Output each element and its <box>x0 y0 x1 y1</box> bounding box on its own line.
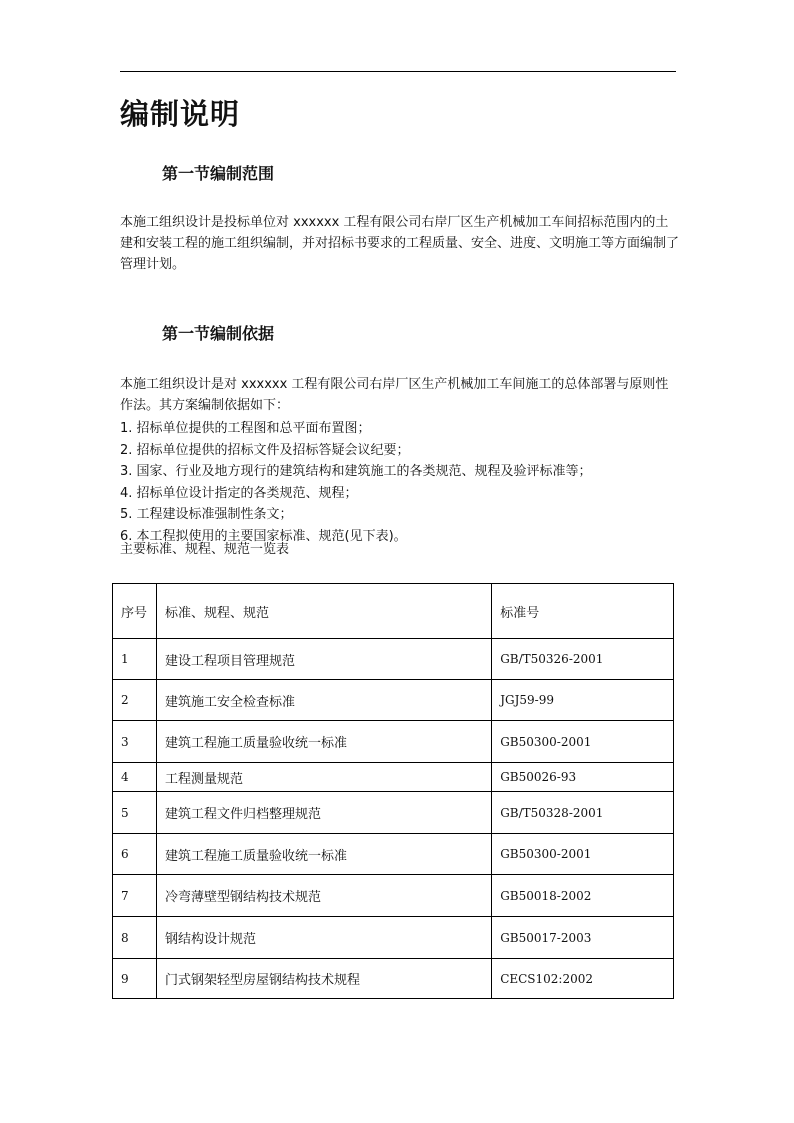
list-item: 5. 工程建设标准强制性条文； <box>120 507 293 522</box>
table-row <box>113 639 674 680</box>
table-caption: 主要标准、规程、规范一览表 <box>120 542 290 557</box>
row-standard-code: CECS102:2002 <box>492 959 674 999</box>
list-item: 4. 招标单位设计指定的各类规范、规程； <box>120 485 358 501</box>
table-row <box>113 680 674 721</box>
row-index: 2 <box>113 680 157 721</box>
row-standard-code: GB/T50326-2001 <box>492 639 674 680</box>
scope-paragraph: 本施工组织设计是投标单位对 xxxxxx 工程有限公司右岸厂区生产机械加工车间招标范围内的土建和安装工程的施工组织编制，并对招标书要求的工程质量、安全、进度、文明施工等方面编制了管理计划。 <box>120 215 680 272</box>
header-cell-index: 序号 <box>113 584 157 639</box>
header-cell-name: 标准、规程、规范 <box>156 584 491 639</box>
row-index: 6 <box>113 834 157 875</box>
list-item: 1. 招标单位提供的工程图和总平面布置图； <box>120 421 371 436</box>
basis-paragraph: 本施工组织设计是对 xxxxxx 工程有限公司右岸厂区生产机械加工车间施工的总体部署与原则性作法。其方案编制依据如下： <box>120 377 669 413</box>
header-cell-code: 标准号 <box>492 584 674 639</box>
table-row <box>113 763 674 792</box>
row-standard-code: GB50300-2001 <box>492 721 674 763</box>
table-row <box>113 959 674 999</box>
row-standard-name: 建筑工程施工质量验收统一标准 <box>156 721 491 763</box>
row-standard-name: 建设工程项目管理规范 <box>156 639 491 680</box>
table-row <box>113 792 674 834</box>
header-rule <box>120 71 676 72</box>
standards-table <box>112 583 674 999</box>
row-index: 7 <box>113 875 157 917</box>
row-standard-code: GB50026-93 <box>492 763 674 792</box>
row-index: 8 <box>113 917 157 959</box>
table-header-row <box>113 584 674 639</box>
row-standard-name: 门式钢架轻型房屋钢结构技术规程 <box>156 959 491 999</box>
row-standard-code: GB50018-2002 <box>492 875 674 917</box>
list-item: 2. 招标单位提供的招标文件及招标答疑会议纪要； <box>120 442 410 458</box>
row-standard-code: JGJ59-99 <box>492 680 674 721</box>
row-standard-code: GB/T50328-2001 <box>492 792 674 834</box>
row-index: 3 <box>113 721 157 763</box>
row-index: 1 <box>113 639 157 680</box>
row-standard-name: 建筑施工安全检查标准 <box>156 680 491 721</box>
section-heading-scope: 第一节编制范围 <box>162 164 275 183</box>
list-item: 6. 本工程拟使用的主要国家标准、规范(见下表)。 <box>120 528 407 544</box>
page-title: 编制说明 <box>120 97 241 131</box>
row-index: 9 <box>113 959 157 999</box>
row-standard-name: 建筑工程文件归档整理规范 <box>156 792 491 834</box>
row-index: 4 <box>113 763 157 792</box>
table-row <box>113 721 674 763</box>
row-standard-code: GB50300-2001 <box>492 834 674 875</box>
basis-list <box>120 418 592 547</box>
row-standard-name: 冷弯薄壁型钢结构技术规范 <box>156 875 491 917</box>
table-row <box>113 834 674 875</box>
table-row <box>113 875 674 917</box>
list-item: 3. 国家、行业及地方现行的建筑结构和建筑施工的各类规范、规程及验评标准等； <box>120 464 592 479</box>
row-standard-name: 工程测量规范 <box>156 763 491 792</box>
row-standard-code: GB50017-2003 <box>492 917 674 959</box>
row-index: 5 <box>113 792 157 834</box>
row-standard-name: 钢结构设计规范 <box>156 917 491 959</box>
table-row <box>113 917 674 959</box>
row-standard-name: 建筑工程施工质量验收统一标准 <box>156 834 491 875</box>
section-heading-basis: 第一节编制依据 <box>162 324 275 343</box>
